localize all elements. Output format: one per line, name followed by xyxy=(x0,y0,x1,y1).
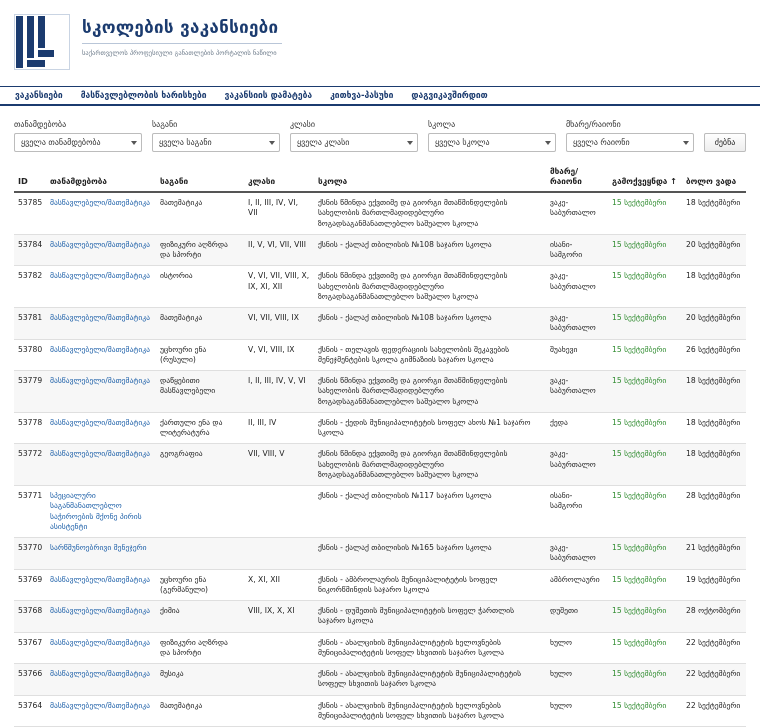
cell-school: ქსნის - ახალციხის მუნიციპალიტეტის ხელოვნების მუნიციპალიტეტის სოფელ სხვითის საჯარო სკოლა xyxy=(314,695,546,727)
cell-subject: უცხოური ენა (რუსული) xyxy=(156,339,244,371)
region-filter-value: ყველა რაიონი xyxy=(573,138,630,147)
cell-school: ქსნის - ქედის მუნიციპალიტეტის სოფელ ახოს №1 საჯარო სკოლა xyxy=(314,412,546,444)
filter-group-position xyxy=(14,120,142,152)
cell-deadline: 20 სექტემბერი xyxy=(682,308,746,340)
filter-group-class xyxy=(290,120,418,152)
column-header-region[interactable]: მხარე/რაიონი xyxy=(546,162,608,192)
cell-position[interactable]: მასწავლებელი/მათემატიკა xyxy=(46,412,156,444)
title-block xyxy=(82,14,282,59)
cell-class: VIII, IX, X, XI xyxy=(244,601,314,633)
cell-region: ვაკე-საბურთალო xyxy=(546,308,608,340)
cell-published: 15 სექტემბერი xyxy=(608,412,682,444)
cell-deadline: 18 სექტემბერი xyxy=(682,192,746,234)
cell-region: ვაკე-საბურთალო xyxy=(546,538,608,570)
school-logo-icon xyxy=(14,14,70,70)
cell-class: II, III, IV xyxy=(244,412,314,444)
school-filter[interactable] xyxy=(428,133,556,152)
cell-position[interactable]: მასწავლებელი/მათემატიკა xyxy=(46,569,156,601)
cell-position[interactable]: სარწმუნოებრივი მენეჯერი xyxy=(46,538,156,570)
cell-deadline: 26 სექტემბერი xyxy=(682,339,746,371)
cell-region: ისანი-სამგორი xyxy=(546,234,608,266)
cell-id: 53766 xyxy=(14,664,46,696)
table-row[interactable] xyxy=(14,266,746,308)
school-filter-label: სკოლა xyxy=(428,120,456,129)
chevron-down-icon xyxy=(683,141,689,145)
cell-deadline: 18 სექტემბერი xyxy=(682,412,746,444)
cell-published: 15 სექტემბერი xyxy=(608,632,682,664)
cell-id: 53782 xyxy=(14,266,46,308)
table-row[interactable] xyxy=(14,486,746,538)
cell-region: ხულო xyxy=(546,632,608,664)
class-filter-value: ყველა კლასი xyxy=(297,138,350,147)
filter-group-region xyxy=(566,120,694,152)
column-header-deadline[interactable]: ბოლო ვადა xyxy=(682,162,746,192)
subject-filter-label: საგანი xyxy=(152,120,178,129)
cell-school: ქსნის - ქალაქ თბილისის №108 საჯარო სკოლა xyxy=(314,234,546,266)
cell-school: ქსნის წმინდა ექვთიმე და გიორგი მთაწმინდელების სახელობის მართლმადიდებლური ზოგადსაგანმანათლებლო საშუალო სკოლა xyxy=(314,266,546,308)
cell-position[interactable]: მასწავლებელი/მათემატიკა xyxy=(46,601,156,633)
cell-deadline: 28 სექტემბერი xyxy=(682,486,746,538)
cell-subject xyxy=(156,486,244,538)
cell-deadline: 28 ოქტომბერი xyxy=(682,601,746,633)
cell-position[interactable]: მასწავლებელი/მათემატიკა xyxy=(46,695,156,727)
chevron-down-icon xyxy=(131,141,137,145)
cell-school: ქსნის - ახალციხის მუნიციპალიტეტის მუნიციპალიტეტის სოფელ სხვითის საჯარო სკოლა xyxy=(314,664,546,696)
vacancy-table-container xyxy=(0,158,760,727)
table-row[interactable] xyxy=(14,601,746,633)
cell-school: ქსნის წმინდა ექვთიმე და გიორგი მთაწმინდელების სახელობის მართლმადიდებლური ზოგადსაგანმანათლებლო საშუალო სკოლა xyxy=(314,192,546,234)
cell-id: 53778 xyxy=(14,412,46,444)
cell-deadline: 22 სექტემბერი xyxy=(682,695,746,727)
cell-class xyxy=(244,632,314,664)
table-header-row xyxy=(14,162,746,192)
cell-published: 15 სექტემბერი xyxy=(608,234,682,266)
cell-published: 15 სექტემბერი xyxy=(608,695,682,727)
cell-school: ქსნის წმინდა ექვთიმე და გიორგი მთაწმინდელების სახელობის მართლმადიდებლური ზოგადსაგანმანათლებლო საშუალო სკოლა xyxy=(314,444,546,486)
cell-region: ხულო xyxy=(546,664,608,696)
cell-subject: ისტორია xyxy=(156,266,244,308)
table-row[interactable] xyxy=(14,308,746,340)
cell-id: 53764 xyxy=(14,695,46,727)
cell-subject: მუსიკა xyxy=(156,664,244,696)
table-row[interactable] xyxy=(14,412,746,444)
cell-subject: მათემატიკა xyxy=(156,695,244,727)
cell-subject xyxy=(156,538,244,570)
search-button[interactable]: ძებნა xyxy=(704,133,746,152)
cell-published: 15 სექტემბერი xyxy=(608,664,682,696)
cell-deadline: 18 სექტემბერი xyxy=(682,444,746,486)
cell-position[interactable]: მასწავლებელი/მათემატიკა xyxy=(46,234,156,266)
table-body xyxy=(14,192,746,727)
cell-deadline: 20 სექტემბერი xyxy=(682,234,746,266)
cell-region: ისანი-სამგორი xyxy=(546,486,608,538)
cell-school: ქსნის - თელავის ფედერაციის სახელობის შეკავების მენეჯმენტების სკოლა გიმნაზიის საჯარო სკოლა xyxy=(314,339,546,371)
site-subtitle: საქართველოს პროფესიული განათლების პორტალის ნაწილი xyxy=(82,49,277,57)
cell-published: 15 სექტემბერი xyxy=(608,569,682,601)
region-filter-label: მხარე/რაიონი xyxy=(566,120,621,129)
cell-id: 53784 xyxy=(14,234,46,266)
cell-class: I, II, III, IV, V, VI xyxy=(244,371,314,413)
cell-published: 15 სექტემბერი xyxy=(608,538,682,570)
cell-school: ქსნის - ამბროლაურის მუნიციპალიტეტის სოფელ ნიკორწმინდის საჯარო სკოლა xyxy=(314,569,546,601)
cell-published: 15 სექტემბერი xyxy=(608,601,682,633)
filter-bar xyxy=(0,106,760,158)
cell-class xyxy=(244,538,314,570)
cell-subject: ქიმია xyxy=(156,601,244,633)
cell-school: ქსნის წმინდა ექვთიმე და გიორგი მთაწმინდელების სახელობის მართლმადიდებლური ზოგადსაგანმანათლებლო საშუალო სკოლა xyxy=(314,371,546,413)
nav-item-contact[interactable]: დაგვიკავშირდით xyxy=(411,90,488,101)
site-header xyxy=(0,0,760,86)
cell-id: 53769 xyxy=(14,569,46,601)
table-row[interactable] xyxy=(14,339,746,371)
cell-id: 53779 xyxy=(14,371,46,413)
class-filter-label: კლასი xyxy=(290,120,315,129)
column-header-id[interactable]: ID xyxy=(14,162,46,192)
cell-deadline: 19 სექტემბერი xyxy=(682,569,746,601)
region-filter[interactable] xyxy=(566,133,694,152)
position-filter[interactable] xyxy=(14,133,142,152)
cell-school: ქსნის - ახალციხის მუნიციპალიტეტის ხელოვნების მუნიციპალიტეტის სოფელ სხვითის საჯარო სკოლა xyxy=(314,632,546,664)
cell-class xyxy=(244,486,314,538)
cell-id: 53785 xyxy=(14,192,46,234)
cell-class: V, VI, VII, VIII, X, IX, XI, XII xyxy=(244,266,314,308)
cell-region: ამბროლაური xyxy=(546,569,608,601)
cell-region: დუშეთი xyxy=(546,601,608,633)
cell-subject: გეოგრაფია xyxy=(156,444,244,486)
cell-published: 15 სექტემბერი xyxy=(608,371,682,413)
cell-id: 53771 xyxy=(14,486,46,538)
column-header-position[interactable]: თანამდებობა xyxy=(46,162,156,192)
cell-id: 53768 xyxy=(14,601,46,633)
cell-position[interactable]: მასწავლებელი/მათემატიკა xyxy=(46,632,156,664)
cell-region: შუახევი xyxy=(546,339,608,371)
cell-position[interactable]: მასწავლებელი/მათემატიკა xyxy=(46,371,156,413)
nav-item-add-vacancy[interactable]: ვაკანსიის დამატება xyxy=(224,90,313,101)
cell-school: ქსნის - ქალაქ თბილისის №165 საჯარო სკოლა xyxy=(314,538,546,570)
table-row[interactable] xyxy=(14,371,746,413)
table-row[interactable] xyxy=(14,192,746,234)
nav-item-vacancies[interactable]: ვაკანსიები xyxy=(15,90,63,101)
cell-subject: ფიზიკური აღზრდა და სპორტი xyxy=(156,234,244,266)
cell-subject: ფიზიკური აღზრდა და სპორტი xyxy=(156,632,244,664)
cell-id: 53770 xyxy=(14,538,46,570)
cell-position[interactable]: სპეციალური საგანმანათლებლო საჭიროების მქონე პირის ასისტენტი xyxy=(46,486,156,538)
cell-published: 15 სექტემბერი xyxy=(608,486,682,538)
column-header-subject[interactable]: საგანი xyxy=(156,162,244,192)
table-row[interactable] xyxy=(14,569,746,601)
cell-region: ვაკე-საბურთალო xyxy=(546,192,608,234)
cell-subject: ქართული ენა და ლიტერატურა xyxy=(156,412,244,444)
cell-school: ქსნის - ქალაქ თბილისის №108 საჯარო სკოლა xyxy=(314,308,546,340)
cell-id: 53767 xyxy=(14,632,46,664)
main-navigation xyxy=(0,86,760,106)
cell-deadline: 18 სექტემბერი xyxy=(682,266,746,308)
cell-school: ქსნის - დუშეთის მუნიციპალიტეტის სოფელ ჭართლის საჯარო სკოლა xyxy=(314,601,546,633)
table-row[interactable] xyxy=(14,234,746,266)
cell-published: 15 სექტემბერი xyxy=(608,308,682,340)
class-filter[interactable] xyxy=(290,133,418,152)
table-row[interactable] xyxy=(14,444,746,486)
vacancy-table xyxy=(14,162,746,727)
cell-region: ვაკე-საბურთალო xyxy=(546,444,608,486)
cell-class: X, XI, XII xyxy=(244,569,314,601)
cell-published: 15 სექტემბერი xyxy=(608,444,682,486)
filter-group-school xyxy=(428,120,556,152)
cell-region: ვაკე-საბურთალო xyxy=(546,371,608,413)
cell-class: VII, VIII, V xyxy=(244,444,314,486)
position-filter-label: თანამდებობა xyxy=(14,120,67,129)
cell-region: ქედა xyxy=(546,412,608,444)
cell-class xyxy=(244,664,314,696)
cell-deadline: 22 სექტემბერი xyxy=(682,632,746,664)
cell-subject: მათემატიკა xyxy=(156,308,244,340)
chevron-down-icon xyxy=(269,141,275,145)
cell-class xyxy=(244,695,314,727)
nav-item-teacher-levels[interactable]: მასწავლებლობის ხარისხები xyxy=(80,90,207,101)
position-filter-value: ყველა თანამდებობა xyxy=(21,138,101,147)
cell-position[interactable]: მასწავლებელი/მათემატიკა xyxy=(46,266,156,308)
cell-position[interactable]: მასწავლებელი/მათემატიკა xyxy=(46,192,156,234)
cell-position[interactable]: მასწავლებელი/მათემატიკა xyxy=(46,664,156,696)
cell-deadline: 22 სექტემბერი xyxy=(682,664,746,696)
cell-class: I, II, III, IV, VI, VII xyxy=(244,192,314,234)
cell-deadline: 18 სექტემბერი xyxy=(682,371,746,413)
cell-position[interactable]: მასწავლებელი/მათემატიკა xyxy=(46,308,156,340)
chevron-down-icon xyxy=(545,141,551,145)
cell-deadline: 21 სექტემბერი xyxy=(682,538,746,570)
cell-subject: უცხოური ენა (გერმანული) xyxy=(156,569,244,601)
column-header-school[interactable]: სკოლა xyxy=(314,162,546,192)
subject-filter[interactable] xyxy=(152,133,280,152)
cell-id: 53781 xyxy=(14,308,46,340)
cell-subject: დაწყებითი მასწავლებელი xyxy=(156,371,244,413)
cell-id: 53772 xyxy=(14,444,46,486)
table-row[interactable] xyxy=(14,664,746,696)
cell-region: ხულო xyxy=(546,695,608,727)
cell-class: VI, VII, VIII, IX xyxy=(244,308,314,340)
chevron-down-icon xyxy=(407,141,413,145)
cell-class: V, VI, VIII, IX xyxy=(244,339,314,371)
cell-published: 15 სექტემბერი xyxy=(608,339,682,371)
cell-region: ვაკე-საბურთალო xyxy=(546,266,608,308)
cell-class: II, V, VI, VII, VIII xyxy=(244,234,314,266)
page-title: სკოლების ვაკანსიები xyxy=(82,18,279,38)
school-filter-value: ყველა სკოლა xyxy=(435,138,490,147)
cell-position[interactable]: მასწავლებელი/მათემატიკა xyxy=(46,444,156,486)
subject-filter-value: ყველა საგანი xyxy=(159,138,212,147)
filter-group-subject xyxy=(152,120,280,152)
cell-published: 15 სექტემბერი xyxy=(608,266,682,308)
column-header-published[interactable]: გამოქვეყნდა ↑ xyxy=(608,162,682,192)
table-row[interactable] xyxy=(14,538,746,570)
cell-school: ქსნის - ქალაქ თბილისის №117 საჯარო სკოლა xyxy=(314,486,546,538)
cell-published: 15 სექტემბერი xyxy=(608,192,682,234)
cell-id: 53780 xyxy=(14,339,46,371)
cell-subject: მათემატიკა xyxy=(156,192,244,234)
title-divider xyxy=(82,43,282,44)
nav-item-faq[interactable]: კითხვა-პასუხი xyxy=(330,90,394,101)
table-row[interactable] xyxy=(14,632,746,664)
cell-position[interactable]: მასწავლებელი/მათემატიკა xyxy=(46,339,156,371)
table-row[interactable] xyxy=(14,695,746,727)
column-header-class[interactable]: კლასი xyxy=(244,162,314,192)
